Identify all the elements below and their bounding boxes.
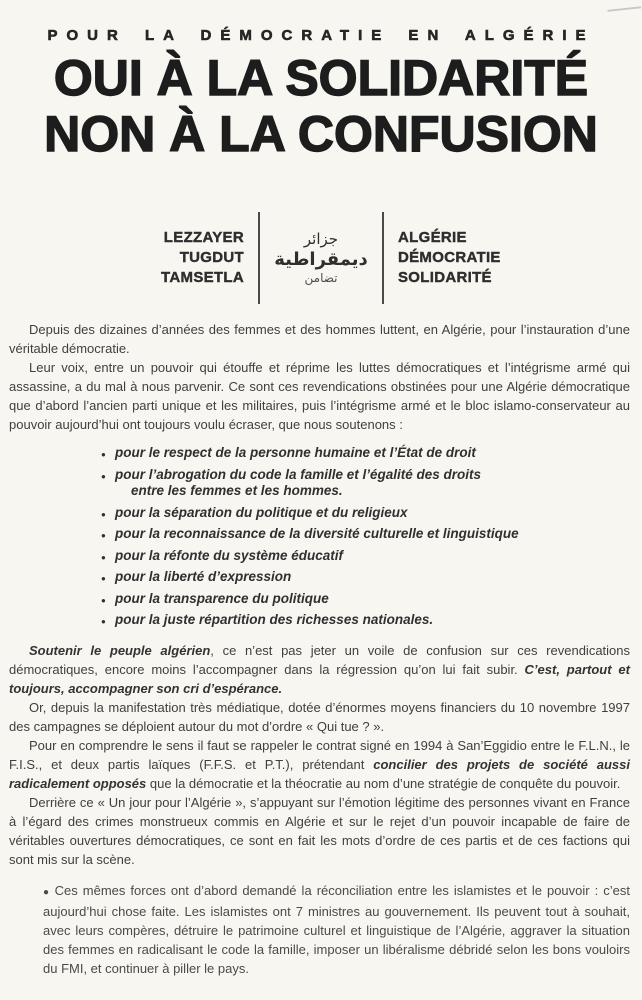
emphasis-text: Soutenir le peuple algérien (29, 642, 211, 658)
kicker-headline: POUR LA DÉMOCRATIE EN ALGÉRIE (47, 27, 595, 44)
scan-artifact (607, 6, 642, 25)
demand-item (101, 505, 630, 522)
main-title-line2: NON À LA CONFUSION (44, 106, 598, 162)
demand-text-line2: entre les femmes et les hommes. (131, 483, 343, 498)
emphasis-text: concilier des projets de société aussi radicalement opposés (9, 756, 630, 791)
plain-text: Pour en comprendre le sens il faut se rappeler le contrat signé en 1994 à San’Eggidio entre le F.L.N., le F.I.S., et deux partis laïques (F.F.S. et P.T.), prétendant (9, 737, 630, 772)
plain-text: , ce n’est pas jeter un voile de confusion sur ces revendications démocratiques, encore moins l’accompagner dans la régression qu’on lui fait subir. (9, 642, 631, 677)
demand-item (101, 612, 630, 629)
demand-text: pour la reconnaissance de la diversité culturelle et linguistique (115, 526, 519, 541)
demand-item (101, 591, 630, 608)
plain-text: que la démocratie et la théocratie au nom d’une stratégie de conquête du pouvoir. (146, 775, 621, 791)
emblem-divider-right (382, 212, 384, 304)
emblem-berber-line2: TUGDUT (179, 249, 244, 266)
emblem-french-line3: SOLIDARITÉ (398, 269, 492, 286)
demand-item (101, 569, 630, 586)
emblem-arabic-line2: ديمقراطية (274, 248, 368, 270)
demand-text: pour la liberté d’expression (115, 569, 292, 584)
paragraph-campagne: Or, depuis la manifestation très médiatique, dotée d’énormes moyens financiers du 10 novembre 1997 des campagnes se déploient autour du mot d’ordre « Qui tue ? ». (9, 699, 630, 734)
demand-item (101, 445, 630, 462)
emblem-french-line2: DÉMOCRATIE (398, 249, 501, 266)
emblem-berber-line3: TAMSETLA (161, 269, 244, 286)
demand-text: pour la transparence du politique (115, 590, 329, 606)
organization-emblem (0, 212, 642, 304)
emblem-berber-name (126, 228, 244, 288)
emblem-berber-line1: LEZZAYER (163, 229, 244, 246)
emblem-french-line1: ALGÉRIE (398, 229, 467, 246)
demand-text: pour la séparation du politique et du religieux (115, 504, 408, 520)
paragraph-forces: ● Ces mêmes forces ont d’abord demandé la réconciliation entre les islamistes et le pouvoir : c’est aujourd’hui chose faite. Les islamistes ont 7 ministres au gouvernement. Ils peuvent tout à souhait, avec leurs compères, détruire le patrimoine culturel et linguistique de l’Algérie, aggraver la situation des femmes en radicalisant le code la famille, imposer un libéralisme débridé selon les bons vouloirs du FMI, et continuer à piller le pays. (43, 881, 630, 978)
paragraph-intro: Depuis des dizaines d’années des femmes et des hommes luttent, en Algérie, pour l’instauration d’une véritable démocratie. (9, 322, 630, 356)
demand-text: pour la juste répartition des richesses nationales. (115, 612, 434, 627)
demand-text: pour l’abrogation du code la famille et l’égalité des droits (115, 466, 482, 482)
emphasis-text: C’est, partout et toujours, accompagner son cri d’espérance. (9, 661, 630, 696)
emblem-arabic-line3: تضامن (304, 271, 338, 286)
emblem-french-name (398, 228, 516, 288)
main-title (0, 50, 642, 162)
body-text (0, 320, 642, 978)
demand-item (101, 526, 630, 543)
emblem-divider-left (258, 212, 260, 304)
demand-text: pour la réfonte du système éducatif (115, 547, 344, 563)
paragraph-soutenir (9, 641, 630, 698)
paragraph-context: Leur voix, entre un pouvoir qui étouffe et réprime les luttes démocratiques et l’intégrisme armé qui assassine, a du mal à nous parvenir. Ce sont ces revendications obstinées pour une Algérie démocratique que d’abord l’ancien parti unique et les militaires, puis l’intégrisme armé et le bloc islamo-conservateur au pouvoir aujourd’hui ont toujours voulu écraser, que nous soutenons : (9, 360, 630, 432)
main-title-line1: OUI À LA SOLIDARITÉ (53, 50, 589, 106)
paragraph-derriere: Derrière ce « Un jour pour l’Algérie », s’appuyant sur l’émotion légitime des personnes vivant en France à l’égard des crimes monstrueux commis en Algérie et sur le rejet d’un pouvoir incapable de faire de véritables ouvertures démocratiques, ce sont en fait les mots d’ordre de ces partis et de ces factions qui sont mis sur la scène. (9, 794, 630, 867)
paragraph-contrat (9, 736, 630, 793)
demand-item (101, 467, 630, 500)
demand-item (101, 548, 630, 565)
emblem-arabic-name (274, 230, 368, 286)
demand-text: pour le respect de la personne humaine et l’État de droit (115, 445, 476, 460)
demands-list (9, 445, 630, 629)
emblem-arabic-line1: جزائر (303, 229, 339, 248)
